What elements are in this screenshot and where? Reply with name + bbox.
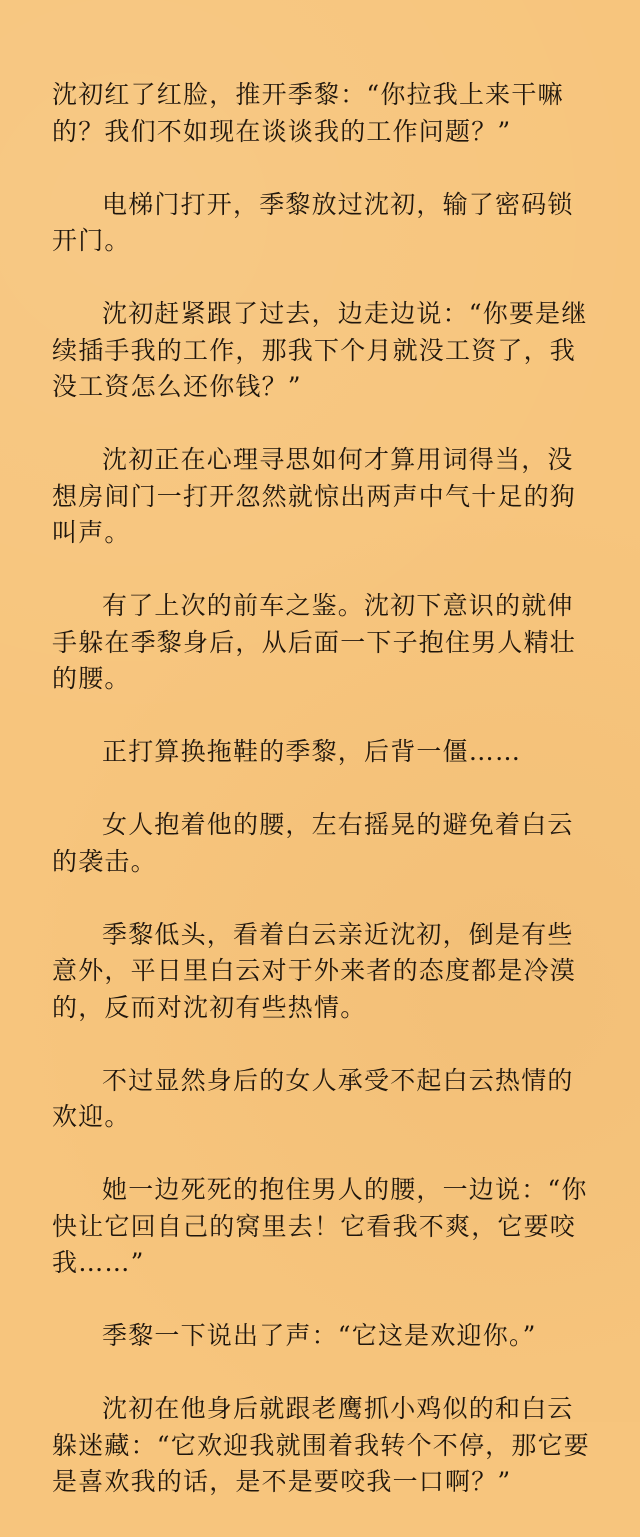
paragraph-11: 季黎一下说出了声：“它这是欢迎你。” xyxy=(102,1321,537,1350)
paragraph-5: 有了上次的前车之鉴。沈初下意识的就伸手躲在季黎身后，从后面一下子抱住男人精壮的腰。 xyxy=(52,591,577,693)
paragraph-1: 沈初红了红脸，推开季黎：“你拉我上来干嘛的？我们不如现在谈谈我的工作问题？” xyxy=(52,80,564,146)
paragraph-6: 正打算换拖鞋的季黎，后背一僵…… xyxy=(102,737,522,766)
paragraph-10: 她一边死死的抱住男人的腰，一边说：“你快让它回自己的窝里去！它看我不爽，它要咬我……” xyxy=(52,1175,588,1277)
paragraph-3: 沈初赶紧跟了过去，边走边说：“你要是继续插手我的工作，那我下个月就没工资了，我没工资怎么还你钱？” xyxy=(52,299,588,401)
paragraph-12: 沈初在他身后就跟老鹰抓小鸡似的和白云躲迷藏：“它欢迎我就围着我转个不停，那它要是喜欢我的话，是不是要咬我一口啊？” xyxy=(52,1394,590,1496)
paragraph-4: 沈初正在心理寻思如何才算用词得当，没想房间门一打开忽然就惊出两声中气十足的狗叫声。 xyxy=(52,445,577,547)
paragraph-7: 女人抱着他的腰，左右摇晃的避免着白云的袭击。 xyxy=(52,810,574,876)
article-body xyxy=(52,77,597,1537)
paragraph-2: 电梯门打开，季黎放过沈初，输了密码锁开门。 xyxy=(52,189,574,255)
paragraph-8: 季黎低头，看着白云亲近沈初，倒是有些意外，平日里白云对于外来者的态度都是冷漠的，反而对沈初有些热情。 xyxy=(52,919,577,1022)
paragraph-9: 不过显然身后的女人承受不起白云热情的欢迎。 xyxy=(52,1065,574,1131)
